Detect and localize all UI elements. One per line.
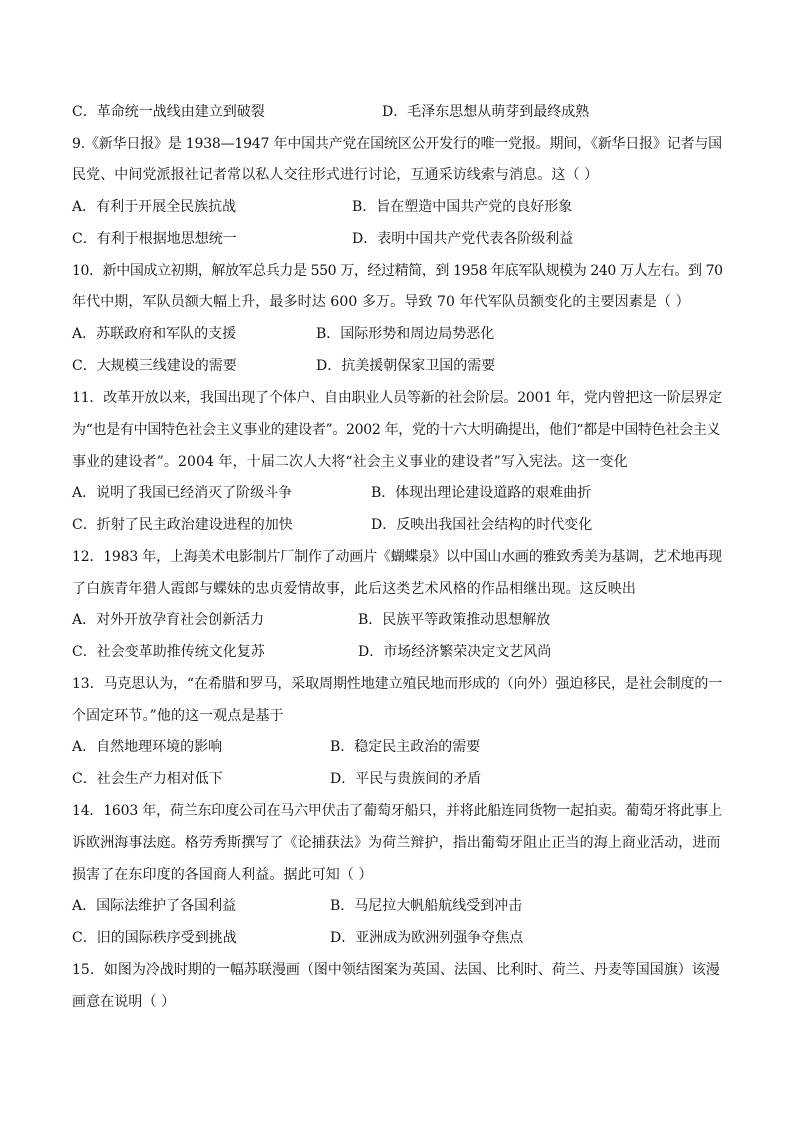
q10-option-d[interactable]: D．抗美援朝保家卫国的需要 xyxy=(316,358,496,374)
q12-stem-line1: 12．1983 年，上海美术电影制片厂制作了动画片《蝴蝶泉》以中国山水画的雅致秀美为基调，艺术地再现 xyxy=(72,549,722,565)
q9-option-b[interactable]: B．旨在塑造中国共产党的良好形象 xyxy=(352,199,573,215)
q14-option-c[interactable]: C．旧的国际秩序受到挑战 xyxy=(72,930,237,946)
q14-option-b[interactable]: B．马尼拉大帆船航线受到冲击 xyxy=(330,898,523,914)
q11-option-a[interactable]: A．说明了我国已经消灭了阶级斗争 xyxy=(72,485,293,501)
q11-stem-line3: 事业的建设者”。2004 年，十届二次人大将“社会主义事业的建设者”写入宪法。这一变化 xyxy=(72,454,628,470)
q14-option-a[interactable]: A．国际法维护了各国利益 xyxy=(72,898,237,914)
q13-option-c[interactable]: C．社会生产力相对低下 xyxy=(72,771,223,787)
q12-stem-line2: 了白族青年猎人霞郎与蝶妹的忠贞爱情故事，此后这类艺术风格的作品相继出现。这反映出 xyxy=(72,581,636,597)
q11-option-d[interactable]: D．反映出我国社会结构的时代变化 xyxy=(371,517,593,533)
q14-stem-line2: 诉欧洲海事法庭。格劳秀斯撰写了《论捕获法》为荷兰辩护，指出葡萄牙阻止正当的海上商业活动，进而 xyxy=(72,835,721,851)
q12-option-b[interactable]: B．民族平等政策推动思想解放 xyxy=(358,612,551,628)
q12-option-c[interactable]: C．社会变革助推传统文化复苏 xyxy=(72,644,265,660)
q14-stem-line3: 损害了在东印度的各国商人利益。据此可知（ ） xyxy=(72,867,373,883)
q11-option-c[interactable]: C．折射了民主政治建设进程的加快 xyxy=(72,517,293,533)
q8-option-c[interactable]: C．革命统一战线由建立到破裂 xyxy=(72,104,265,120)
q13-stem-line1: 13．马克思认为，“在希腊和罗马，采取周期性地建立殖民地而形成的（向外）强迫移民，是社会制度的一 xyxy=(72,676,723,692)
q11-stem-line1: 11．改革开放以来，我国出现了个体户、自由职业人员等新的社会阶层。2001 年，党内曾把这一阶层界定 xyxy=(72,390,722,406)
q10-stem-line2: 年代中期，军队员额大幅上升，最多时达 600 多万。导致 70 年代军队员额变化的主要因素是（ ） xyxy=(72,294,690,310)
q10-option-a[interactable]: A．苏联政府和军队的支援 xyxy=(72,326,237,342)
q13-stem-line2: 个固定环节。”他的这一观点是基于 xyxy=(72,708,284,724)
q13-option-a[interactable]: A．自然地理环境的影响 xyxy=(72,739,223,755)
q9-option-d[interactable]: D．表明中国共产党代表各阶级利益 xyxy=(352,231,574,247)
q13-option-d[interactable]: D．平民与贵族间的矛盾 xyxy=(330,771,482,787)
q13-option-b[interactable]: B．稳定民主政治的需要 xyxy=(330,739,481,755)
q15-stem-line2: 画意在说明（ ） xyxy=(72,994,176,1010)
q15-stem-line1: 15．如图为冷战时期的一幅苏联漫画（图中领结图案为英国、法国、比利时、荷兰、丹麦等国国旗）该漫 xyxy=(72,962,720,978)
q14-option-d[interactable]: D．亚洲成为欧洲列强争夺焦点 xyxy=(330,930,524,946)
q10-option-b[interactable]: B．国际形势和周边局势恶化 xyxy=(316,326,495,342)
q11-stem-line2: 为“也是有中国特色社会主义事业的建设者”。2002 年，党的十六大明确提出，他们“都是中国特色社会主义 xyxy=(72,422,721,438)
q8-option-d[interactable]: D．毛泽东思想从萌芽到最终成熟 xyxy=(382,104,590,120)
q11-option-b[interactable]: B．体现出理论建设道路的艰难曲折 xyxy=(371,485,592,501)
q10-option-c[interactable]: C．大规模三线建设的需要 xyxy=(72,358,237,374)
q9-stem-line1: 9.《新华日报》是 1938—1947 年中国共产党在国统区公开发行的唯一党报。期间，《新华日报》记者与国 xyxy=(72,136,722,152)
q10-stem-line1: 10．新中国成立初期，解放军总兵力是 550 万，经过精简，到 1958 年底军队规模为 240 万人左右。到 70 xyxy=(72,263,723,279)
q12-option-d[interactable]: D．市场经济繁荣决定文艺风尚 xyxy=(358,644,552,660)
q9-option-a[interactable]: A．有利于开展全民族抗战 xyxy=(72,199,237,215)
q9-stem-line2: 民党、中间党派报社记者常以私人交往形式进行讨论，互通采访线索与消息。这（ ） xyxy=(72,167,599,183)
q12-option-a[interactable]: A．对外开放孕育社会创新活力 xyxy=(72,612,265,628)
q14-stem-line1: 14．1603 年，荷兰东印度公司在马六甲伏击了葡萄牙船只，并将此船连同货物一起拍卖。葡萄牙将此事上 xyxy=(72,803,722,819)
q9-option-c[interactable]: C．有利于根据地思想统一 xyxy=(72,231,237,247)
